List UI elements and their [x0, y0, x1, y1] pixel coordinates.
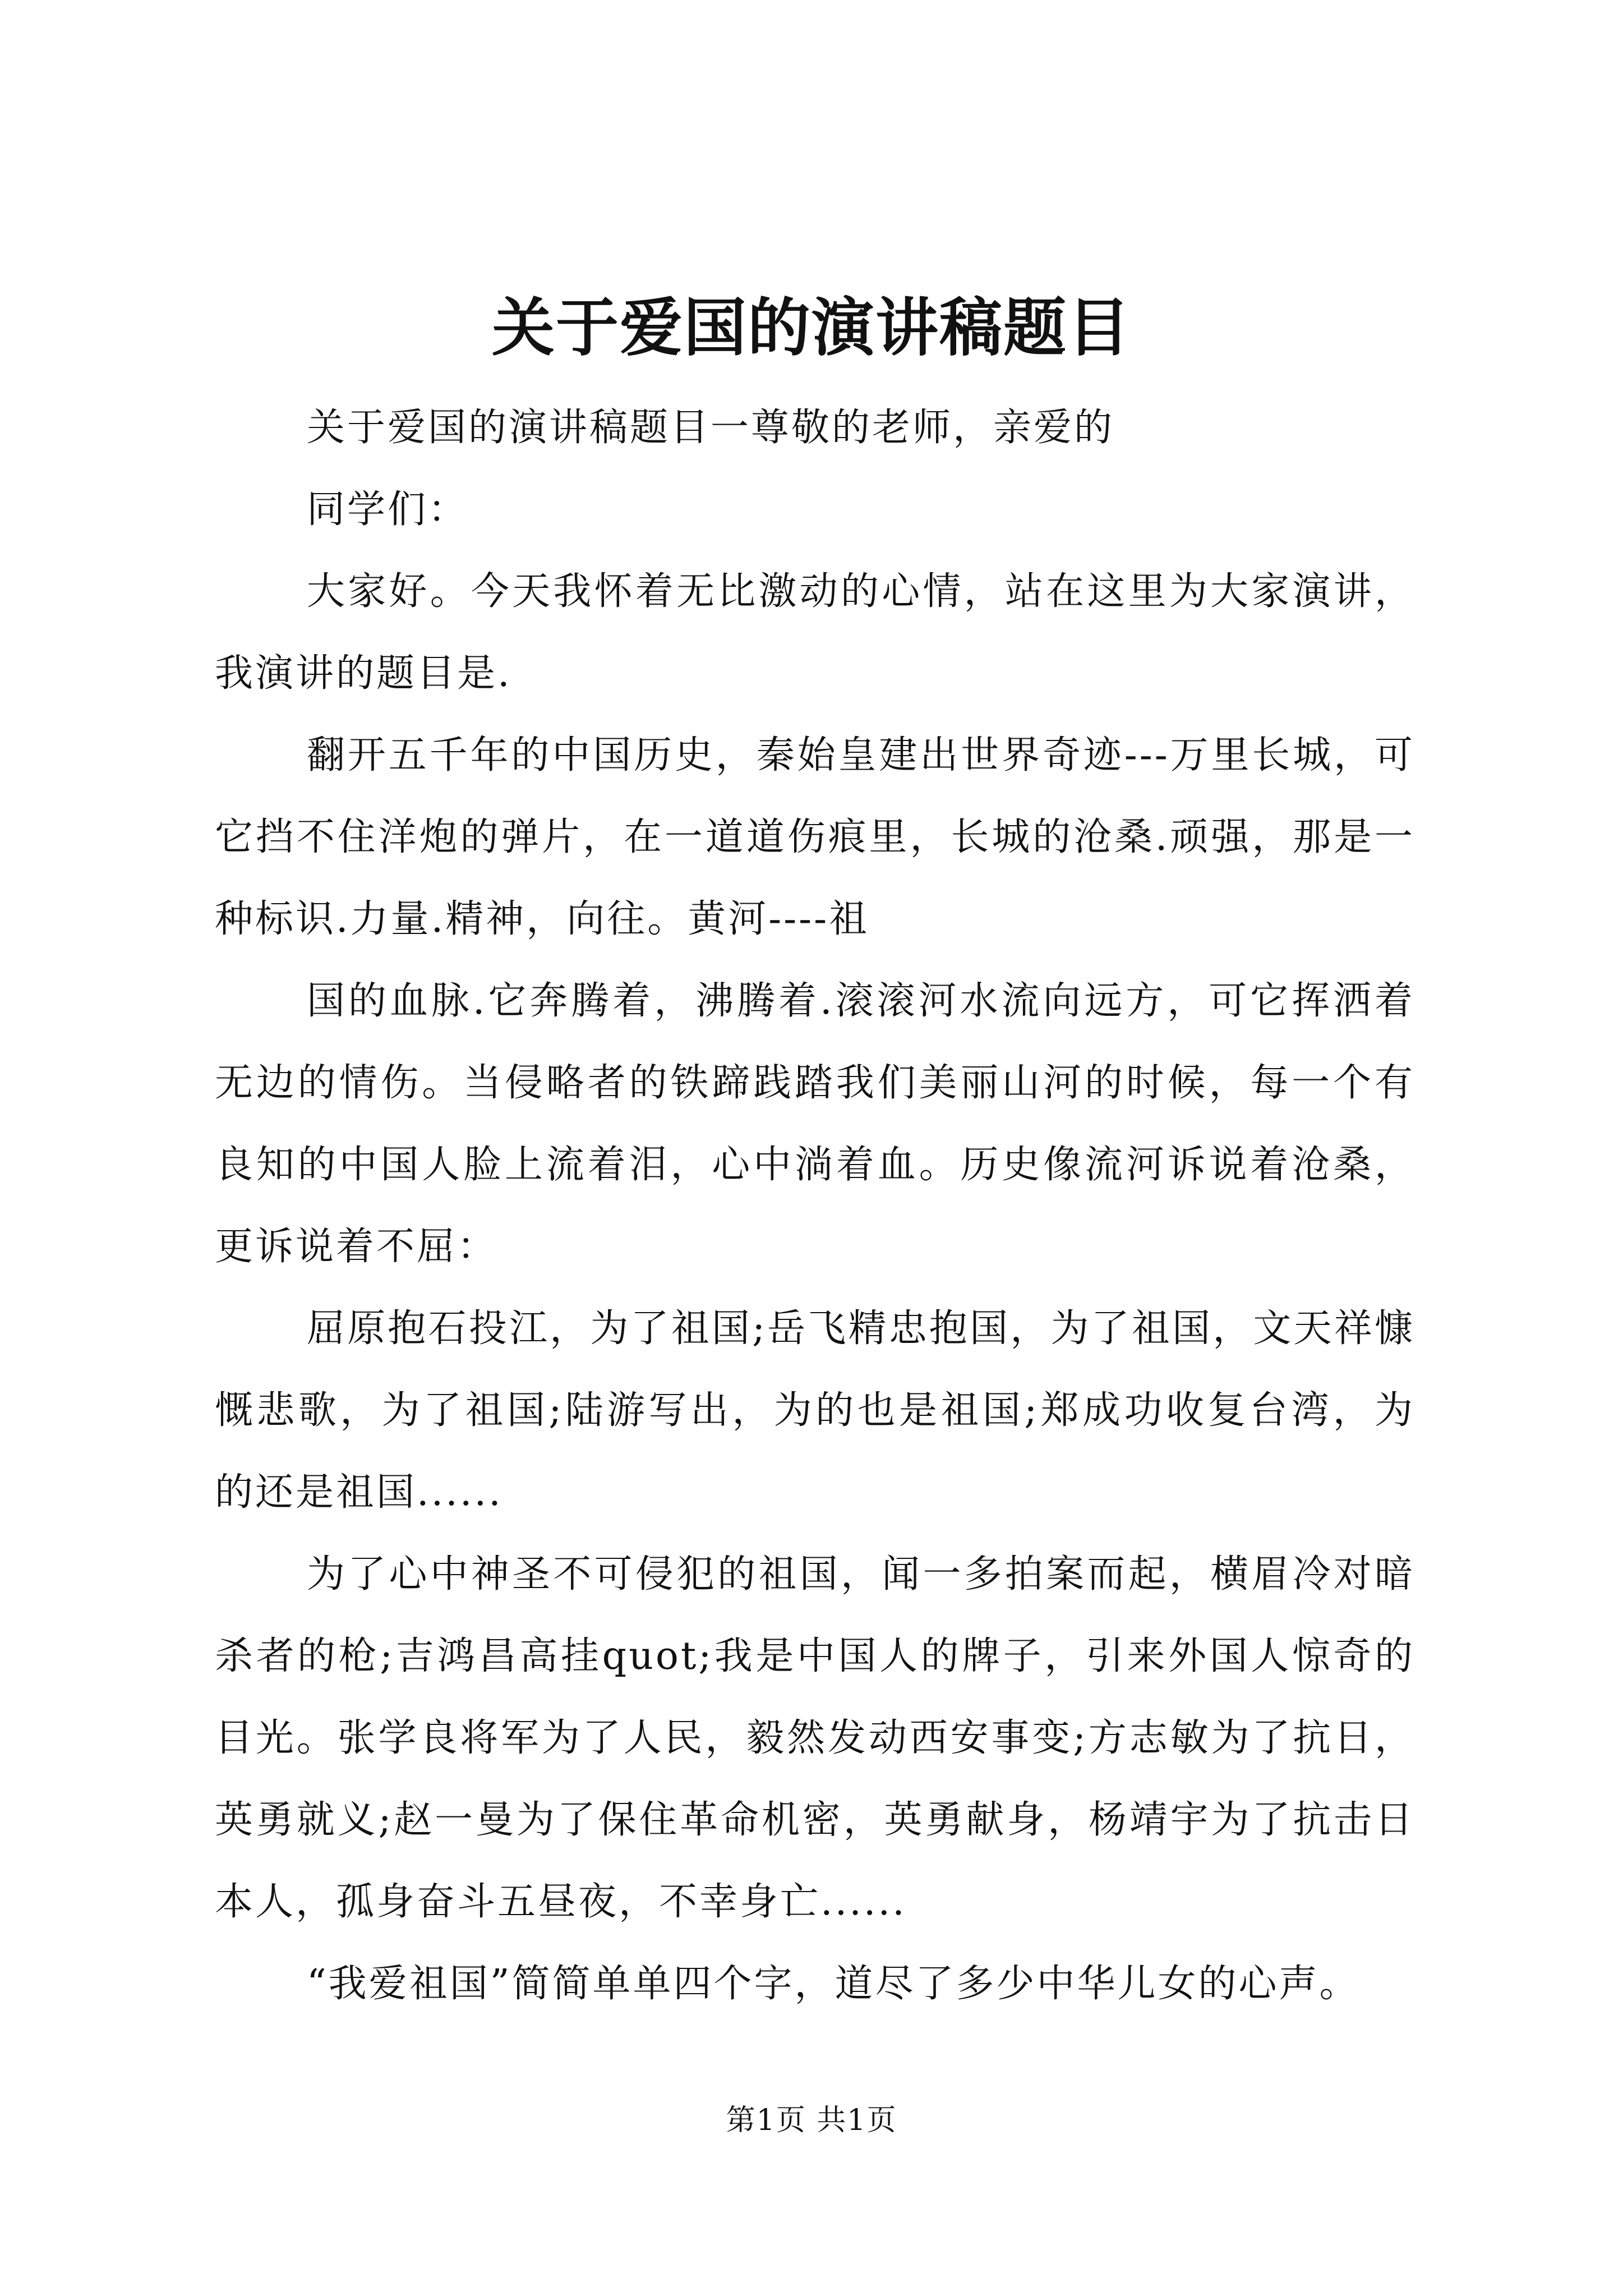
paragraph: “我爱祖国”简简单单四个字，道尽了多少中华儿女的心声。	[307, 1962, 1360, 2006]
paragraph: 为了心中神圣不可侵犯的祖国，闻一多拍案而起，横眉冷对暗杀者的枪;吉鸿昌高挂quot;我是中国人的牌子，引来外国人惊奇的目光。张学良将军为了人民，毅然发动西安事变;方志敏为了抗日，英勇就义;赵一曼为了保住革命机密，英勇献身，杨靖宇为了抗击日本人，孤身奋斗五昼夜，不幸身亡......	[215, 1552, 1415, 1924]
paragraph: 翻开五千年的中国历史，秦始皇建出世界奇迹---万里长城，可它挡不住洋炮的弹片，在一道道伤痕里，长城的沧桑.顽强，那是一种标识.力量.精神，向往。黄河----祖	[215, 733, 1415, 941]
document-title: 关于爱国的演讲稿题目	[492, 291, 1131, 365]
document-body	[215, 387, 1415, 2025]
paragraph: 同学们：	[307, 487, 469, 532]
paragraph: 大家好。今天我怀着无比激动的心情，站在这里为大家演讲，我演讲的题目是.	[215, 569, 1415, 696]
paragraph: 国的血脉.它奔腾着，沸腾着.滚滚河水流向远方，可它挥洒着无边的情伤。当侵略者的铁蹄践踏我们美丽山河的时候，每一个有良知的中国人脸上流着泪，心中淌着血。历史像流河诉说着沧桑，更诉说着不屈：	[215, 979, 1415, 1269]
paragraph: 屈原抱石投江，为了祖国;岳飞精忠抱国，为了祖国，文天祥慷慨悲歌，为了祖国;陆游写出，为的也是祖国;郑成功收复台湾，为的还是祖国......	[215, 1306, 1415, 1515]
paragraph: 关于爱国的演讲稿题目一尊敬的老师，亲爱的	[307, 406, 1115, 450]
page-number-footer: 第1页 共1页	[726, 2104, 897, 2137]
